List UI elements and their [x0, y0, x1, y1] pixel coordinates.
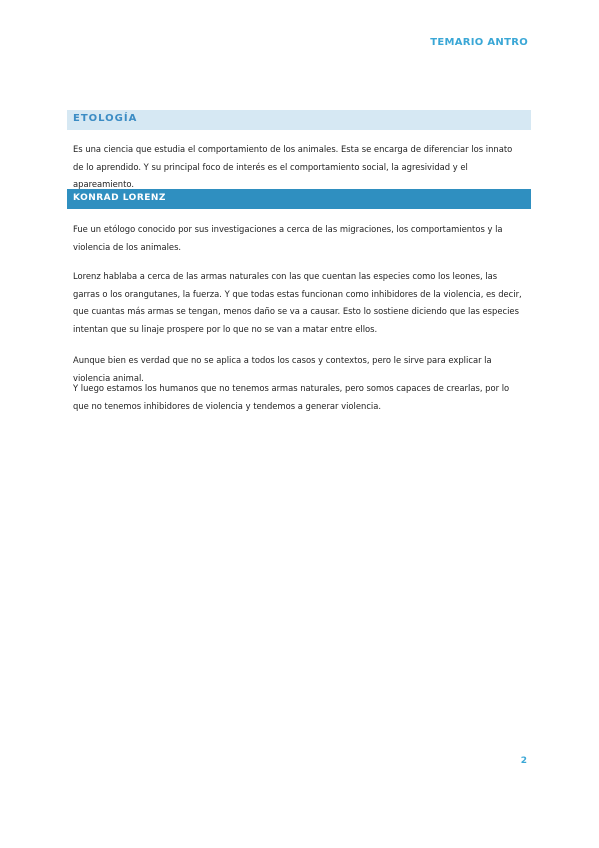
- body-paragraph: Y luego estamos los humanos que no tenemos armas naturales, pero somos capaces de crearlas, por lo que no tenemos inhibidores de violencia y tendemos a generar violencia.: [73, 383, 510, 411]
- intro-paragraph: Es una ciencia que estudia el comportamiento de los animales. Esta se encarga de diferenciar los innato de lo aprendido. Y su principal foco de interés es el comportamiento social, la agresividad y el apareamiento.: [73, 144, 513, 189]
- section-heading: [67, 110, 531, 130]
- page-number: 2: [520, 756, 527, 766]
- body-paragraph: Aunque bien es verdad que no se aplica a todos los casos y contextos, pero le sirve para explicar la violencia animal.: [73, 355, 492, 383]
- subsection-heading: [67, 189, 531, 209]
- body-paragraph: Fue un etólogo conocido por sus investigaciones a cerca de las migraciones, los comportamientos y la violencia de los animales.: [73, 224, 503, 252]
- subsection-heading-label: KONRAD LORENZ: [73, 193, 166, 203]
- header-title: TEMARIO ANTRO: [430, 37, 528, 48]
- body-paragraph: Lorenz hablaba a cerca de las armas naturales con las que cuentan las especies como los leones, las garras o los orangutanes, la fuerza. Y que todas estas funcionan como inhibidores de la violencia, es decir, que cuantas más armas se tengan, menos daño se va a causar. Esto lo sostiene diciendo que las especies intentan que su linaje prospere por lo que no se van a matar entre ellos.: [73, 271, 522, 334]
- section-heading-label: ETOLOGÍA: [73, 113, 138, 124]
